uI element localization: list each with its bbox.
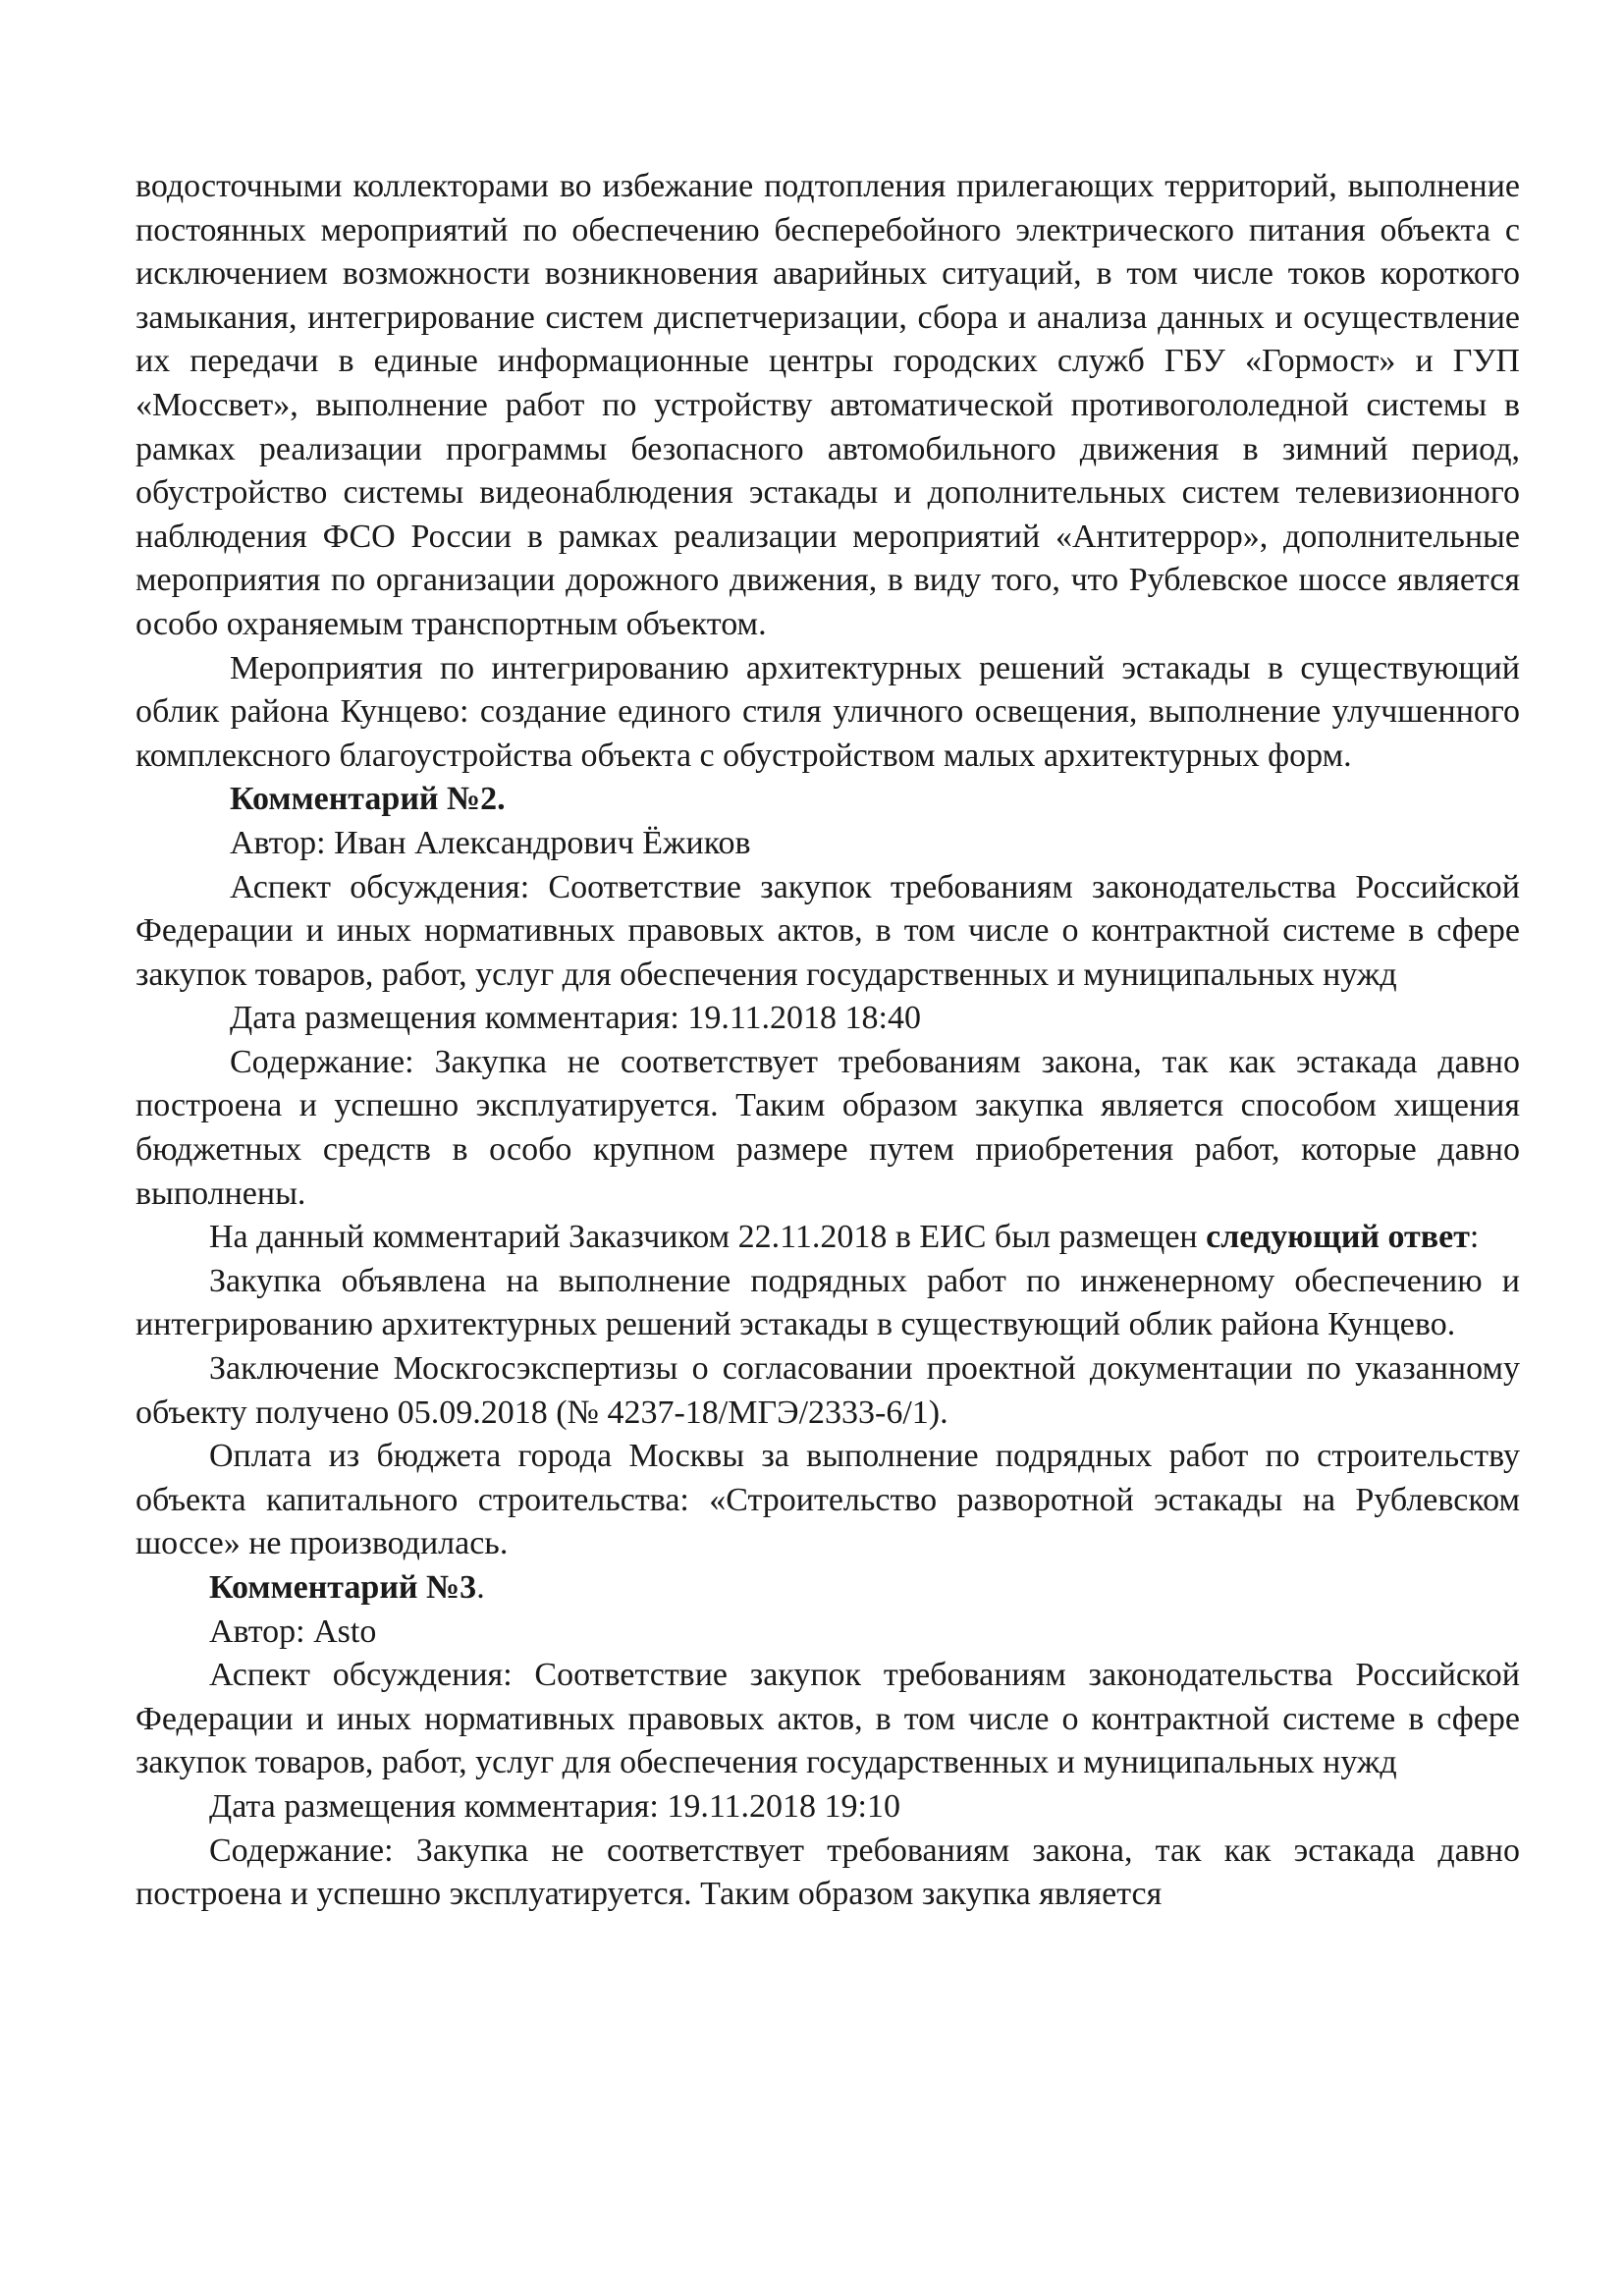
- comment-3-date: Дата размещения комментария: 19.11.2018 19:10: [209, 1787, 901, 1825]
- reply-paragraph-2: Заключение Москгосэкспертизы о согласовании проектной документации по указанному объекту получено 05.09.2018 (№ 4237-18/МГЭ/2333-6/1).: [135, 1350, 1520, 1431]
- comment-3-aspect: Аспект обсуждения: Соответствие закупок требованиям законодательства Российской Федерации и иных нормативных правовых актов, в том числе о контрактной системе в сфере закупок товаров, работ, услуг для обеспечения государственных и муниципальных нужд: [135, 1657, 1520, 1781]
- reply-intro-bold: следующий ответ: [1206, 1219, 1470, 1256]
- reply-intro-text: На данный комментарий Заказчиком 22.11.2018 в ЕИС был размещен: [209, 1219, 1198, 1256]
- reply-intro: [135, 1216, 1520, 1260]
- comment-2-heading: Комментарий №2.: [230, 781, 506, 818]
- comment-3-author: Автор: Asto: [209, 1613, 377, 1650]
- comment-2-author: Автор: Иван Александрович Ёжиков: [230, 824, 751, 861]
- document-body: [135, 165, 1520, 1917]
- comment-3-heading-text: Комментарий №3: [209, 1569, 477, 1606]
- reply-paragraph-3: Оплата из бюджета города Москвы за выполнение подрядных работ по строительству объекта капитального строительства: «Строительство разворотной эстакады на Рублевском шоссе» не производилась.: [135, 1438, 1520, 1562]
- comment-2-content: Содержание: Закупка не соответствует требованиям закона, так как эстакада давно построена и успешно эксплуатируется. Таким образом закупка является способом хищения бюджетных средств в особо крупном размере путем приобретения работ, которые давно выполнены.: [135, 1043, 1520, 1212]
- paragraph-engineering-measures: водосточными коллекторами во избежание подтопления прилегающих территорий, выполнение постоянных мероприятий по обеспечению бесперебойного электрического питания объекта с исключением возможности возникновения аварийных ситуаций, в том числе токов короткого замыкания, интегрирование систем диспетчеризации, сбора и анализа данных и осуществление их передачи в единые информационные центры городских служб ГБУ «Гормост» и ГУП «Моссвет», выполнение работ по устройству автоматической противогололедной системы в рамках реализации программы безопасного автомобильного движения в зимний период, обустройство системы видеонаблюдения эстакады и дополнительных систем телевизионного наблюдения ФСО России в рамках реализации мероприятий «Антитеррор», дополнительные мероприятия по организации дорожного движения, в виду того, что Рублевское шоссе является особо охраняемым транспортным объектом.: [135, 168, 1520, 642]
- comment-2-date: Дата размещения комментария: 19.11.2018 18:40: [230, 1000, 922, 1037]
- paragraph-architecture-measures: Мероприятия по интегрированию архитектурных решений эстакады в существующий облик района Кунцево: создание единого стиля уличного освещения, выполнение улучшенного комплексного благоустройства объекта с обустройством малых архитектурных форм.: [135, 649, 1520, 774]
- reply-intro-end: :: [1469, 1219, 1480, 1256]
- comment-2-aspect: Аспект обсуждения: Соответствие закупок требованиям законодательства Российской Федерации и иных нормативных правовых актов, в том числе о контрактной системе в сфере закупок товаров, работ, услуг для обеспечения государственных и муниципальных нужд: [135, 868, 1520, 993]
- comment-3-heading-end: .: [476, 1569, 485, 1606]
- comment-3-heading: [135, 1566, 1520, 1611]
- reply-paragraph-1: Закупка объявлена на выполнение подрядных работ по инженерному обеспечению и интегрированию архитектурных решений эстакады в существующий облик района Кунцево.: [135, 1262, 1520, 1343]
- comment-3-content: Содержание: Закупка не соответствует требованиям закона, так как эстакада давно построена и успешно эксплуатируется. Таким образом закупка является: [135, 1831, 1520, 1913]
